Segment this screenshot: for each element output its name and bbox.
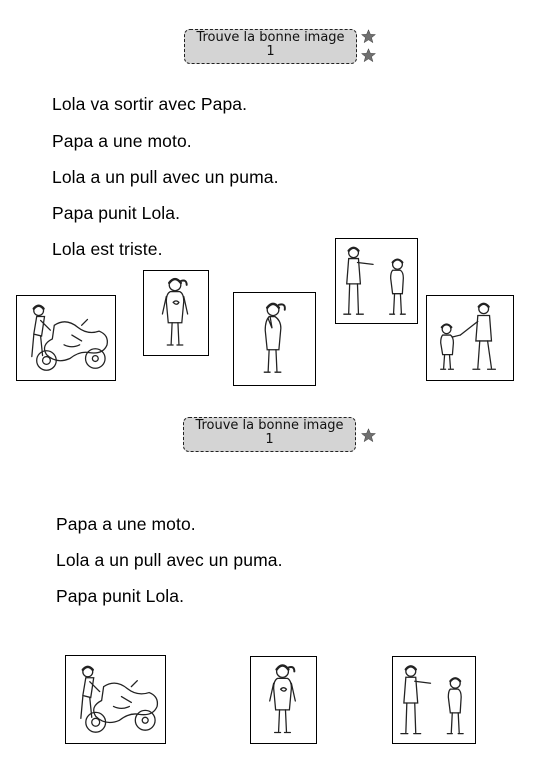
image-papa-moto[interactable] (16, 295, 116, 381)
sentence: Lola a un pull avec un puma. (56, 550, 283, 570)
title-text: Trouve la bonne image (195, 418, 344, 433)
papa-punit-drawing (336, 239, 417, 323)
sentence: Lola va sortir avec Papa. (52, 94, 248, 114)
exercise-title-1 (184, 29, 357, 64)
star-icon (361, 428, 376, 443)
image-lola-sort-avec-papa[interactable] (426, 295, 514, 381)
lola-papa-drawing (427, 296, 513, 380)
title-number: 1 (266, 44, 275, 59)
star-icon (361, 48, 376, 63)
sentence: Papa punit Lola. (56, 586, 185, 606)
lola-triste-drawing (234, 293, 315, 385)
sentence: Papa a une moto. (52, 131, 192, 151)
papa-moto-drawing (17, 296, 115, 380)
sentence: Lola a un pull avec un puma. (52, 167, 279, 187)
papa-punit-drawing (393, 657, 475, 743)
image-papa-punit-lola[interactable] (335, 238, 418, 324)
image-papa-punit-lola[interactable] (392, 656, 476, 744)
image-lola-triste[interactable] (233, 292, 316, 386)
sentence: Papa punit Lola. (52, 203, 181, 223)
sentence: Papa a une moto. (56, 514, 196, 534)
image-lola-pull-puma[interactable] (250, 656, 317, 744)
sentence: Lola est triste. (52, 239, 163, 259)
star-icon (361, 29, 376, 44)
exercise-title-2 (183, 417, 356, 452)
lola-pull-drawing (144, 271, 208, 355)
title-number: 1 (265, 432, 274, 447)
papa-moto-drawing (66, 656, 165, 743)
lola-pull-drawing (251, 657, 316, 743)
title-text: Trouve la bonne image (196, 30, 345, 45)
image-papa-moto[interactable] (65, 655, 166, 744)
image-lola-pull-puma[interactable] (143, 270, 209, 356)
